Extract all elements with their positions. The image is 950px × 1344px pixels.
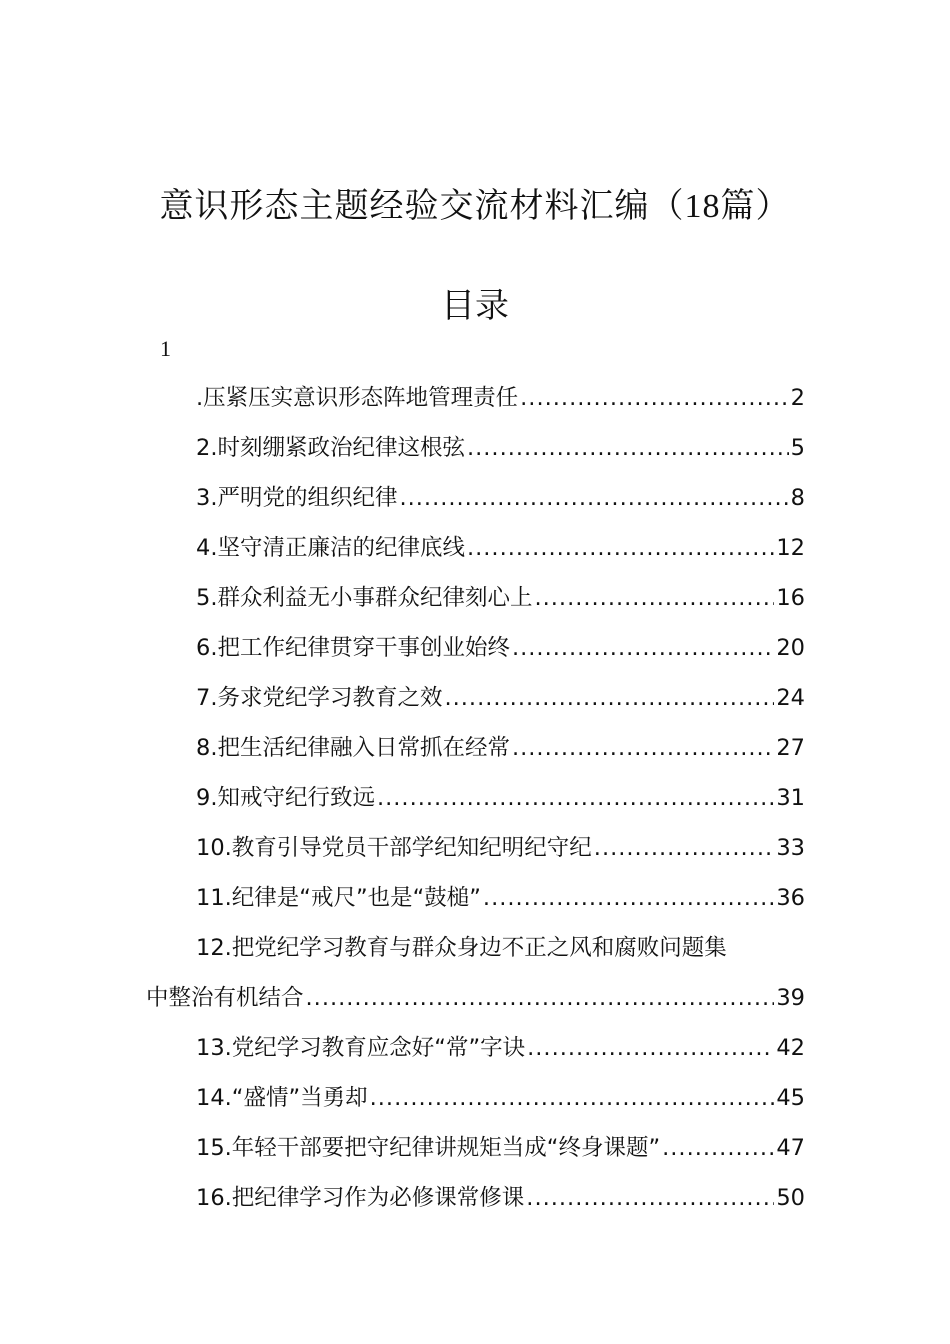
- toc-entry-title: 11.纪律是“戒尺”也是“鼓槌”: [196, 885, 481, 911]
- toc-entry-title: 16.把纪律学习作为必修课常修课: [196, 1185, 525, 1211]
- toc-entry-page: 39: [776, 985, 805, 1011]
- title-number: 18: [684, 188, 721, 225]
- toc-entry-page: 12: [776, 535, 805, 561]
- toc-entry-title: 15.年轻干部要把守纪律讲规矩当成“终身课题”: [196, 1135, 661, 1161]
- toc-entry-page: 36: [776, 885, 805, 911]
- toc-entry[interactable]: [196, 680, 805, 720]
- toc-entry[interactable]: [196, 430, 805, 470]
- toc-entry-page: 5: [790, 435, 805, 461]
- toc-leader-dots: [399, 485, 788, 511]
- toc-leader-dots: [527, 1035, 774, 1061]
- toc-entry-title: 13.党纪学习教育应念好“常”字诀: [196, 1035, 526, 1061]
- toc-leader-dots: [370, 1085, 775, 1111]
- toc-entry-title: 9.知戒守纪行致远: [196, 785, 375, 811]
- toc-leader-dots: [534, 585, 774, 611]
- toc-entry-page: 16: [776, 585, 805, 611]
- toc-entry-page: 45: [776, 1085, 805, 1111]
- toc-entry-title: .压紧压实意识形态阵地管理责任: [196, 385, 519, 411]
- toc-leader-dots: [662, 1135, 774, 1161]
- toc-entry-page: 2: [790, 385, 805, 411]
- document-title: [0, 178, 950, 227]
- toc-entry-title: 3.严明党的组织纪律: [196, 485, 398, 511]
- title-prefix: 意识形态主题经验交流材料汇编（: [159, 186, 685, 226]
- toc-entry[interactable]: [196, 780, 805, 820]
- toc-entry-page: 27: [776, 735, 805, 761]
- toc-leader-dots: [526, 1185, 774, 1211]
- toc-entry-page: 8: [790, 485, 805, 511]
- toc-entry-line1[interactable]: [196, 930, 805, 970]
- toc-entry[interactable]: [196, 480, 805, 520]
- toc-entry-page: 50: [776, 1185, 805, 1211]
- toc-entry-title: 10.教育引导党员干部学纪知纪明纪守纪: [196, 835, 592, 861]
- toc-entry-title: 7.务求党纪学习教育之效: [196, 685, 443, 711]
- toc-leader-dots: [467, 435, 789, 461]
- toc-leader-dots: [520, 385, 789, 411]
- toc-entry[interactable]: [196, 1130, 805, 1170]
- toc-entry-line2[interactable]: [146, 980, 805, 1020]
- toc-entry-page: 42: [776, 1035, 805, 1061]
- toc-leader-dots: [512, 635, 774, 661]
- stray-number: 1: [160, 336, 171, 361]
- toc-entry-title: 4.坚守清正廉洁的纪律底线: [196, 535, 465, 561]
- toc-entry[interactable]: [196, 730, 805, 770]
- toc-entry-title-continued: 中整治有机结合: [146, 985, 304, 1011]
- toc-leader-dots: [467, 535, 774, 561]
- toc-entry-page: 33: [776, 835, 805, 861]
- toc-entry[interactable]: [196, 830, 805, 870]
- toc-entry-title: 14.“盛情”当勇却: [196, 1085, 368, 1111]
- toc-heading: 目录: [441, 286, 509, 326]
- toc-entry[interactable]: [196, 1080, 805, 1120]
- toc-entry-title: 5.群众利益无小事群众纪律刻心上: [196, 585, 533, 611]
- toc-leader-dots: [306, 985, 775, 1011]
- toc-entry-page: 47: [776, 1135, 805, 1161]
- toc-entry-title: 12.把党纪学习教育与群众身边不正之风和腐败问题集: [196, 935, 727, 961]
- toc-entry[interactable]: [196, 1180, 805, 1220]
- toc-leader-dots: [512, 735, 774, 761]
- toc-entry[interactable]: [196, 1030, 805, 1070]
- title-suffix: 篇）: [720, 186, 791, 226]
- toc-entry[interactable]: [196, 580, 805, 620]
- toc-leader-dots: [377, 785, 774, 811]
- toc-leader-dots: [483, 885, 774, 911]
- toc-leader-dots: [444, 685, 774, 711]
- toc-entry-title: 6.把工作纪律贯穿干事创业始终: [196, 635, 510, 661]
- toc-entry-title: 8.把生活纪律融入日常抓在经常: [196, 735, 510, 761]
- toc-entry-page: 20: [776, 635, 805, 661]
- toc-entry[interactable]: [196, 630, 805, 670]
- toc-entry[interactable]: [196, 880, 805, 920]
- toc-entry-title: 2.时刻绷紧政治纪律这根弦: [196, 435, 465, 461]
- toc-leader-dots: [594, 835, 775, 861]
- toc-entry[interactable]: [196, 380, 805, 420]
- toc-entry[interactable]: [196, 530, 805, 570]
- toc-entry-page: 31: [776, 785, 805, 811]
- toc-entry-page: 24: [776, 685, 805, 711]
